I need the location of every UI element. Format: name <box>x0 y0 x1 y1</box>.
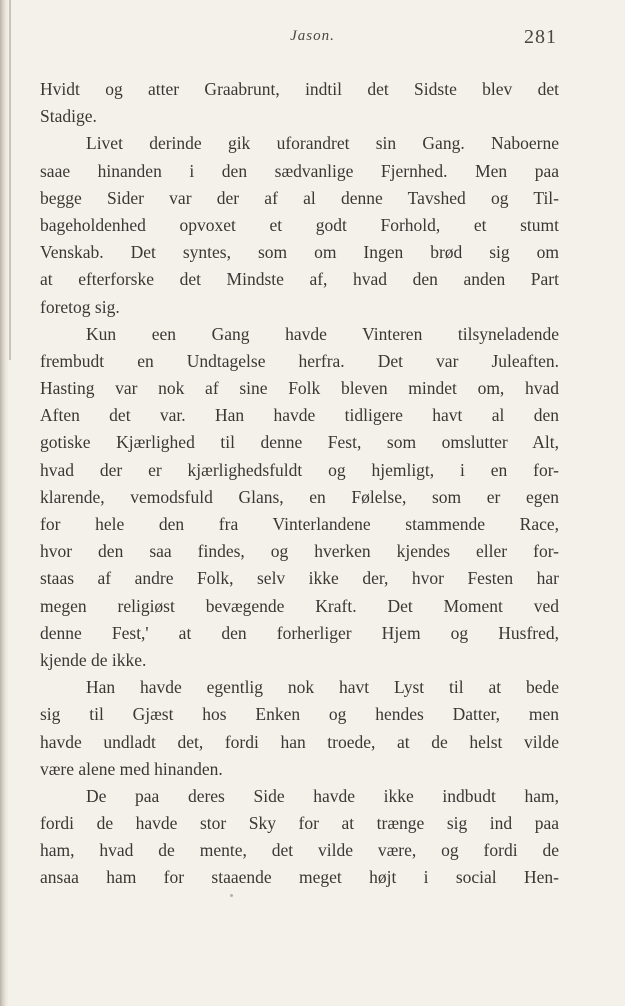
text-line: fordi de havde stor Sky for at trænge sig ind paa <box>40 813 559 834</box>
text-line: Han havde egentlig nok havt Lyst til at bede <box>86 677 559 698</box>
page-number: 281 <box>524 26 557 48</box>
text-line: denne Fest,' at den forherliger Hjem og Husfred, <box>40 622 559 643</box>
text-line: De paa deres Side havde ikke indbudt ham, <box>86 785 559 806</box>
running-title: Jason. <box>290 28 335 44</box>
text-line: at efterforske det Mindste af, hvad den anden Part <box>40 269 559 290</box>
text-line: begge Sider var der af al denne Tavshed og Til- <box>40 187 559 208</box>
text-line: frembudt en Undtagelse herfra. Det var Juleaften. <box>40 350 559 371</box>
text-line: staas af andre Folk, selv ikke der, hvor Festen har <box>40 568 559 589</box>
binding-shadow-line <box>9 0 11 360</box>
text-line: Venskab. Det syntes, som om Ingen brød sig om <box>40 242 559 263</box>
text-line: foretog sig. <box>40 296 120 317</box>
text-line: klarende, vemodsfuld Glans, en Følelse, som er egen <box>40 486 559 507</box>
body-text <box>40 76 559 892</box>
text-line: Hvidt og atter Graabrunt, indtil det Sidste blev det <box>40 79 559 99</box>
text-line: hvor den saa findes, og hverken kjendes eller for- <box>40 541 559 562</box>
text-line: megen religiøst bevægende Kraft. Det Moment ved <box>40 595 559 616</box>
text-line: Hasting var nok af sine Folk bleven mindet om, hvad <box>40 378 559 399</box>
text-line: være alene med hinanden. <box>40 758 223 779</box>
text-line: for hele den fra Vinterlandene stammende Race, <box>40 514 559 534</box>
paper-speck <box>230 894 233 897</box>
text-line: kjende de ikke. <box>40 649 147 670</box>
text-line: Aften det var. Han havde tidligere havt al den <box>40 405 559 426</box>
book-binding-edge <box>0 0 9 1006</box>
text-line: ham, hvad de mente, det vilde være, og fordi de <box>40 840 559 861</box>
text-line: ansaa ham for staaende meget højt i social Hen- <box>40 867 559 888</box>
text-line: hvad der er kjærlighedsfuldt og hjemligt, i en for- <box>40 459 559 480</box>
text-line: Kun een Gang havde Vinteren tilsyneladende <box>86 323 559 344</box>
text-line: Stadige. <box>40 106 97 127</box>
text-line: saae hinanden i den sædvanlige Fjernhed. Men paa <box>40 160 559 181</box>
text-line: bageholdenhed opvoxet et godt Forhold, et stumt <box>40 214 559 235</box>
text-line: gotiske Kjærlighed til denne Fest, som omslutter Alt, <box>40 432 559 453</box>
text-line: Livet derinde gik uforandret sin Gang. Naboerne <box>86 133 559 154</box>
text-line: sig til Gjæst hos Enken og hendes Datter, men <box>40 704 559 725</box>
text-line: havde undladt det, fordi han troede, at de helst vilde <box>40 731 559 752</box>
